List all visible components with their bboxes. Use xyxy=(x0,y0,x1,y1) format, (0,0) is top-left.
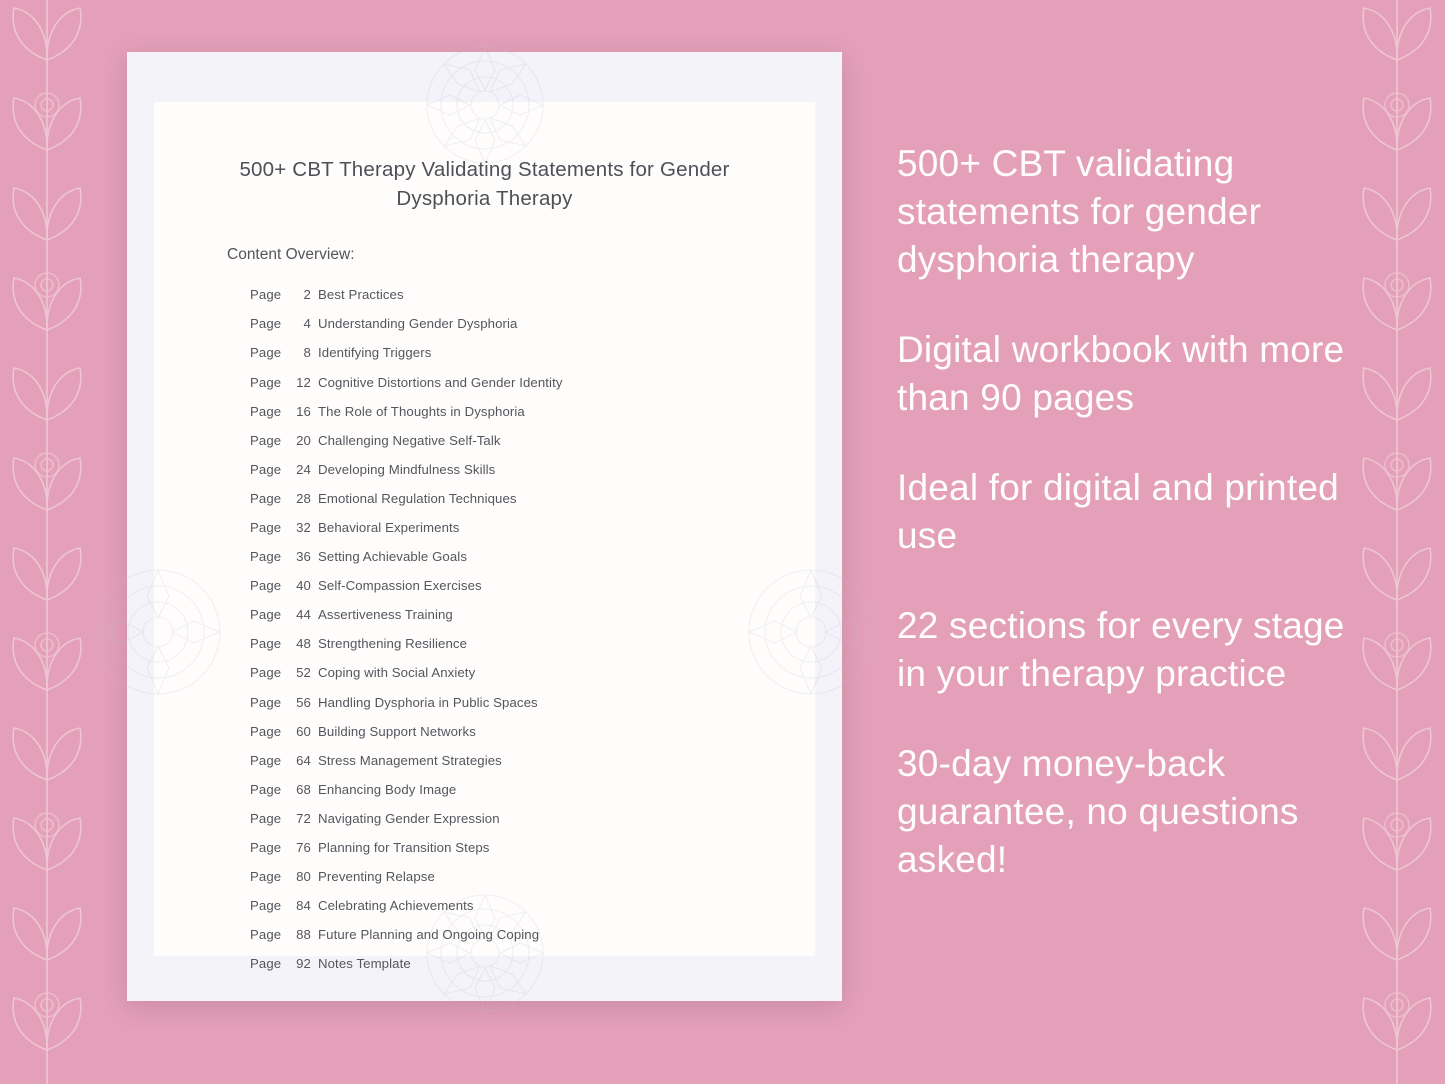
toc-section-title: Enhancing Body Image xyxy=(318,781,457,797)
content-overview-label: Content Overview: xyxy=(227,246,355,264)
toc-page-number: Page 88 xyxy=(250,920,318,949)
toc-page-number: Page 28 xyxy=(250,484,318,513)
toc-section-title: Future Planning and Ongoing Coping xyxy=(318,927,540,943)
toc-page-value: 20 xyxy=(296,432,311,448)
toc-page-value: 44 xyxy=(296,607,311,623)
toc-page-value: 24 xyxy=(296,461,311,477)
toc-section-title: Navigating Gender Expression xyxy=(318,810,500,826)
toc-page-value: 40 xyxy=(296,578,311,594)
toc-page-value: 32 xyxy=(296,519,311,535)
toc-row xyxy=(250,920,815,949)
toc-section-title: Understanding Gender Dysphoria xyxy=(318,316,518,332)
toc-page-value: 72 xyxy=(296,810,311,826)
toc-row xyxy=(250,833,815,862)
toc-row xyxy=(250,397,815,426)
toc-page-value: 60 xyxy=(296,723,311,739)
toc-row xyxy=(250,455,815,484)
toc-page-value: 64 xyxy=(296,752,311,768)
marketing-bullet: Ideal for digital and printed use xyxy=(897,467,1339,556)
toc-row xyxy=(250,804,815,833)
toc-page-number: Page 40 xyxy=(250,571,318,600)
toc-row xyxy=(250,571,815,600)
toc-row xyxy=(250,513,815,542)
floral-border-left xyxy=(0,0,95,1084)
toc-page-number: Page 2 xyxy=(250,280,318,309)
toc-page-value: 92 xyxy=(296,956,311,972)
toc-page-number: Page 52 xyxy=(250,658,318,687)
toc-row xyxy=(250,688,815,717)
toc-row xyxy=(250,775,815,804)
toc-section-title: Cognitive Distortions and Gender Identity xyxy=(318,374,563,390)
marketing-bullet: 22 sections for every stage in your therapy practice xyxy=(897,605,1345,694)
toc-row xyxy=(250,891,815,920)
toc-page-value: 48 xyxy=(296,636,311,652)
toc-row xyxy=(250,717,815,746)
toc-page-value: 4 xyxy=(303,316,311,332)
table-of-contents xyxy=(250,280,815,978)
marketing-bullets xyxy=(897,140,1367,884)
toc-page-value: 68 xyxy=(296,781,311,797)
toc-page-value: 52 xyxy=(296,665,311,681)
toc-page-value: 56 xyxy=(296,694,311,710)
toc-page-value: 84 xyxy=(296,898,311,914)
toc-page-number: Page 20 xyxy=(250,426,318,455)
marketing-bullet: Digital workbook with more than 90 pages xyxy=(897,329,1345,418)
toc-section-title: Celebrating Achievements xyxy=(318,898,474,914)
page-title: 500+ CBT Therapy Validating Statements for Gender Dysphoria Therapy xyxy=(239,158,730,211)
toc-page-number: Page 44 xyxy=(250,600,318,629)
toc-page-number: Page 12 xyxy=(250,368,318,397)
toc-row xyxy=(250,949,815,978)
toc-row xyxy=(250,484,815,513)
toc-section-title: Emotional Regulation Techniques xyxy=(318,490,517,506)
toc-page-number: Page 32 xyxy=(250,513,318,542)
toc-page-value: 76 xyxy=(296,840,311,855)
toc-row xyxy=(250,338,815,367)
toc-row xyxy=(250,629,815,658)
toc-page-value: 36 xyxy=(296,549,311,565)
toc-row xyxy=(250,658,815,687)
toc-section-title: Coping with Social Anxiety xyxy=(318,665,476,681)
toc-section-title: Planning for Transition Steps xyxy=(318,840,490,855)
toc-section-title: The Role of Thoughts in Dysphoria xyxy=(318,403,525,419)
toc-page-number: Page 36 xyxy=(250,542,318,571)
toc-page-value: 8 xyxy=(303,345,311,361)
toc-section-title: Behavioral Experiments xyxy=(318,519,460,535)
toc-row xyxy=(250,746,815,775)
toc-page-value: 88 xyxy=(296,927,311,943)
workbook-page-preview xyxy=(127,52,842,1001)
toc-page-value: 12 xyxy=(296,374,311,390)
toc-section-title: Challenging Negative Self-Talk xyxy=(318,432,501,448)
toc-section-title: Stress Management Strategies xyxy=(318,752,502,768)
toc-page-number: Page 76 xyxy=(250,833,318,862)
toc-row xyxy=(250,542,815,571)
toc-section-title: Notes Template xyxy=(318,956,411,972)
toc-page-value: 2 xyxy=(303,287,311,303)
page-inner xyxy=(154,102,815,972)
toc-page-number: Page 8 xyxy=(250,338,318,367)
toc-page-number: Page 84 xyxy=(250,891,318,920)
toc-section-title: Self-Compassion Exercises xyxy=(318,578,482,594)
toc-section-title: Assertiveness Training xyxy=(318,607,453,623)
toc-page-number: Page 16 xyxy=(250,397,318,426)
mandala-ornament-icon xyxy=(88,532,228,732)
toc-section-title: Building Support Networks xyxy=(318,723,476,739)
toc-page-number: Page 60 xyxy=(250,717,318,746)
toc-section-title: Developing Mindfulness Skills xyxy=(318,461,496,477)
marketing-bullet: 500+ CBT validating statements for gender dysphoria therapy xyxy=(897,143,1262,280)
toc-page-value: 80 xyxy=(296,869,311,885)
toc-section-title: Setting Achievable Goals xyxy=(318,549,468,565)
toc-page-number: Page 72 xyxy=(250,804,318,833)
toc-page-number: Page 4 xyxy=(250,309,318,338)
toc-page-value: 28 xyxy=(296,490,311,506)
toc-page-number: Page 80 xyxy=(250,862,318,891)
mandala-ornament-icon xyxy=(360,40,610,170)
toc-row xyxy=(250,426,815,455)
toc-page-number: Page 56 xyxy=(250,688,318,717)
toc-section-title: Handling Dysphoria in Public Spaces xyxy=(318,694,538,710)
toc-row xyxy=(250,600,815,629)
marketing-bullet: 30-day money-back guarantee, no questions asked! xyxy=(897,743,1299,880)
toc-row xyxy=(250,309,815,338)
toc-section-title: Best Practices xyxy=(318,287,404,303)
toc-row xyxy=(250,862,815,891)
toc-page-value: 16 xyxy=(296,403,311,419)
toc-row xyxy=(250,368,815,397)
toc-page-number: Page 24 xyxy=(250,455,318,484)
toc-page-number: Page 64 xyxy=(250,746,318,775)
toc-section-title: Identifying Triggers xyxy=(318,345,432,361)
toc-page-number: Page 68 xyxy=(250,775,318,804)
toc-page-number: Page 92 xyxy=(250,949,318,978)
toc-section-title: Preventing Relapse xyxy=(318,869,435,885)
toc-section-title: Strengthening Resilience xyxy=(318,636,468,652)
toc-page-number: Page 48 xyxy=(250,629,318,658)
toc-row xyxy=(250,280,815,309)
